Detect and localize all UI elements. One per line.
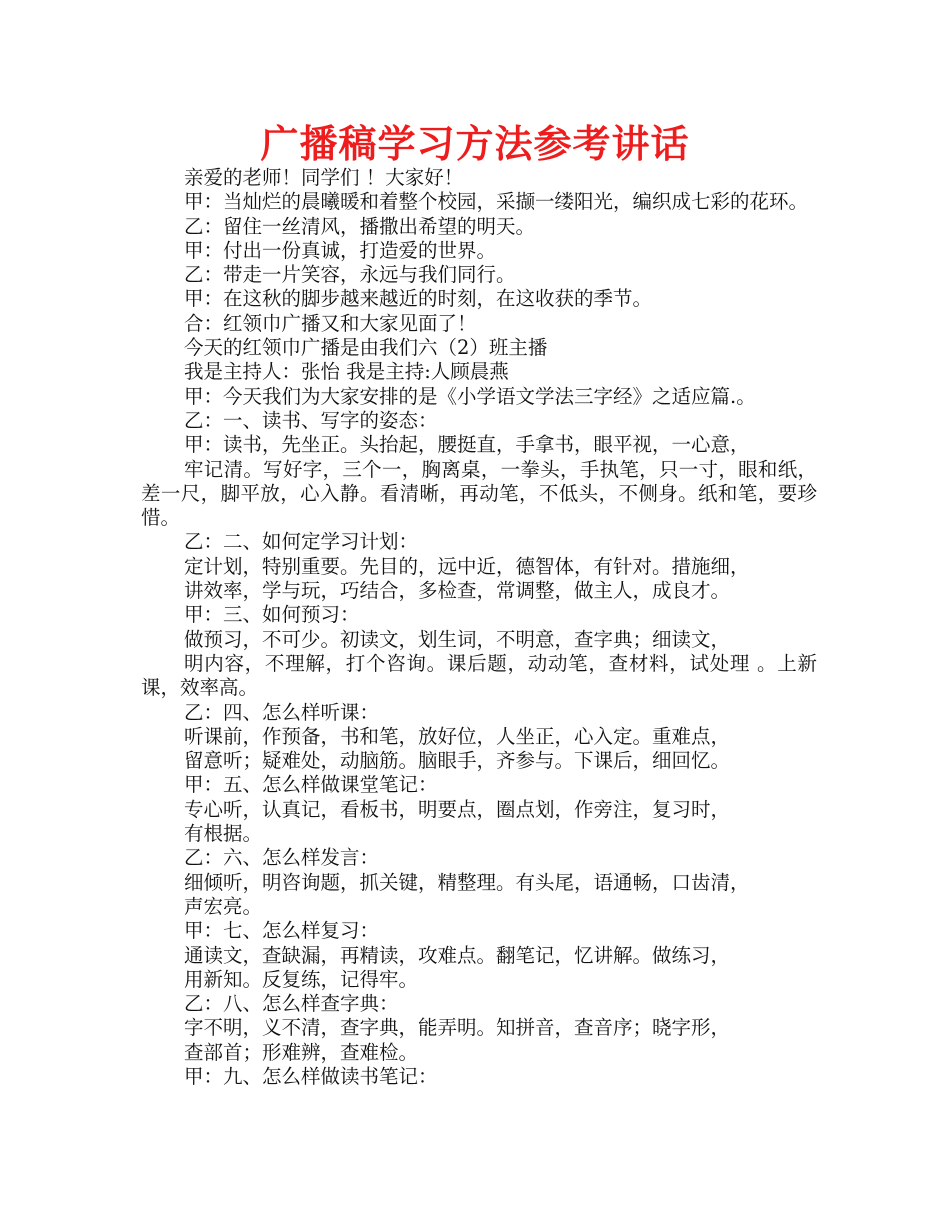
paragraph: 合：红领巾广播又和大家见面了！: [184, 311, 477, 335]
paragraph: 查部首；形难辨，查难检。: [184, 1040, 419, 1064]
paragraph: 甲：今天我们为大家安排的是《小学语文学法三字经》之适应篇.。: [184, 384, 756, 408]
paragraph: 声宏亮。: [184, 894, 263, 918]
paragraph: 讲效率，学与玩，巧结合，多检查，常调整，做主人，成良才。: [184, 579, 731, 603]
document-title: 广播稿学习方法参考讲话: [260, 122, 690, 166]
paragraph: 细倾听，明咨询题，抓关键，精整理。有头尾，语通畅，口齿清，: [184, 870, 750, 894]
paragraph: 乙：一、读书、写字的姿态：: [184, 408, 438, 432]
paragraph: 甲：五、怎么样做课堂笔记：: [184, 773, 438, 797]
paragraph: 牢记清。写好字，三个一，胸离桌，一拳头，手执笔，只一寸，眼和纸，差一尺，脚平放，心入静。看清晰，再动笔，不低头，不侧身。纸和笔，要珍惜。: [141, 457, 817, 530]
paragraph: 甲：九、怎么样做读书笔记：: [184, 1064, 438, 1088]
paragraph: 乙：四、怎么样听课：: [184, 700, 380, 724]
paragraph: 专心听，认真记，看板书，明要点，圈点划，作旁注，复习时，: [184, 797, 731, 821]
paragraph: 乙：六、怎么样发言：: [184, 846, 380, 870]
paragraph: 乙：二、如何定学习计划：: [184, 530, 419, 554]
paragraph: 甲：七、怎么样复习：: [184, 919, 380, 943]
paragraph: 听课前，作预备，书和笔，放好位，人坐正，心入定。重难点，: [184, 724, 731, 748]
paragraph: 乙：留住一丝清风，播撒出希望的明天。: [184, 214, 536, 238]
paragraph: 甲：付出一份真诚，打造爱的世界。: [184, 238, 497, 262]
paragraph: 亲爱的老师！同学们 ！大家好！: [184, 166, 464, 189]
paragraph: 明内容，不理解，打个咨询。课后题，动动笔，查材料，试处理 。上新课，效率高。: [141, 651, 817, 700]
paragraph: 有根据。: [184, 822, 263, 846]
document-body: [141, 166, 817, 1089]
paragraph: 用新知。反复练，记得牢。: [184, 967, 419, 991]
paragraph: 做预习，不可少。初读文，划生词，不明意，查字典；细读文，: [184, 627, 731, 651]
paragraph: 乙：带走一片笑容，永远与我们同行。: [184, 263, 516, 287]
paragraph: 我是主持人：张怡 我是主持:人顾晨燕: [184, 360, 509, 384]
paragraph: 甲：读书，先坐正。头抬起，腰挺直，手拿书，眼平视，一心意，: [184, 433, 750, 457]
paragraph: 甲：三、如何预习：: [184, 603, 360, 627]
paragraph: 定计划，特别重要。先目的，远中近，德智体，有针对。措施细，: [184, 554, 750, 578]
paragraph: 今天的红领巾广播是由我们六（2）班主播: [184, 336, 548, 360]
paragraph: 甲：在这秋的脚步越来越近的时刻，在这收获的季节。: [184, 287, 653, 311]
paragraph: 留意听；疑难处，动脑筋。脑眼手，齐参与。下课后，细回忆。: [184, 749, 731, 773]
paragraph: 甲：当灿烂的晨曦暖和着整个校园，采撷一缕阳光，编织成七彩的花环。: [184, 190, 809, 214]
paragraph: 字不明，义不清，查字典，能弄明。知拼音，查音序；晓字形，: [184, 1016, 731, 1040]
paragraph: 乙：八、怎么样查字典：: [184, 992, 399, 1016]
paragraph: 通读文，查缺漏，再精读，攻难点。翻笔记，忆讲解。做练习，: [184, 943, 731, 967]
